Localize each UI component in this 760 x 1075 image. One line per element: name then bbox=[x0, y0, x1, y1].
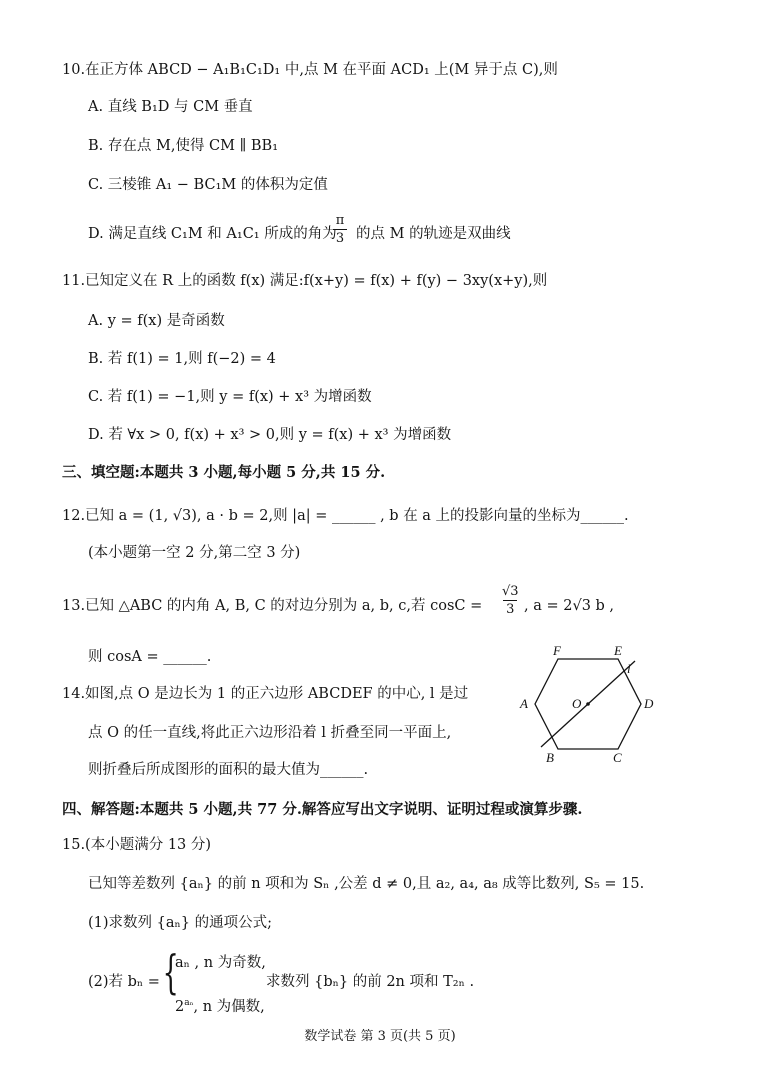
q11-option-b: B. 若 f(1) = 1,则 f(−2) = 4 bbox=[88, 351, 276, 367]
q15-part2-tail: 求数列 {bₙ} 的前 2n 项和 T₂ₙ . bbox=[266, 974, 475, 990]
vertex-label-c: C bbox=[613, 750, 622, 765]
q13-fraction bbox=[502, 584, 519, 617]
q12-note: (本小题第一空 2 分,第二空 3 分) bbox=[88, 545, 301, 561]
q13-fraction-denominator: 3 bbox=[506, 602, 515, 617]
q10-fraction-denominator: 3 bbox=[335, 231, 345, 246]
piecewise-brace: { bbox=[162, 945, 179, 999]
q10-option-d-suffix: 的点 M 的轨迹是双曲线 bbox=[356, 226, 511, 242]
q15-case-even-exponent: aₙ bbox=[184, 998, 194, 1008]
q15-case-even-text: , n 为偶数, bbox=[193, 998, 265, 1015]
q15-part1: (1)求数列 {aₙ} 的通项公式; bbox=[88, 915, 273, 931]
q13-prefix: 13.已知 △ABC 的内角 A, B, C 的对边分别为 a, b, c,若 cosC = bbox=[62, 598, 483, 614]
q13-suffix: , a = 2√3 b , bbox=[524, 598, 615, 614]
q10-stem: 10.在正方体 ABCD − A₁B₁C₁D₁ 中,点 M 在平面 ACD₁ 上(M 异于点 C),则 bbox=[62, 62, 558, 78]
q15-title: 15.(本小题满分 13 分) bbox=[62, 837, 212, 853]
q10-option-c: C. 三棱锥 A₁ − BC₁M 的体积为定值 bbox=[88, 177, 328, 193]
q15-case-even-base: 2 bbox=[175, 998, 185, 1015]
section-3-heading: 三、填空题:本题共 3 小题,每小题 5 分,共 15 分. bbox=[62, 464, 386, 481]
q10-fraction bbox=[333, 213, 347, 246]
q10-fraction-numerator: π bbox=[335, 213, 345, 228]
q14-line3: 则折叠后所成图形的面积的最大值为______. bbox=[88, 762, 369, 778]
q10-option-b: B. 存在点 M,使得 CM ∥ BB₁ bbox=[88, 138, 279, 154]
center-point bbox=[586, 702, 590, 706]
fraction-bar bbox=[503, 600, 517, 601]
q11-option-c: C. 若 f(1) = −1,则 y = f(x) + x³ 为增函数 bbox=[88, 389, 372, 405]
vertex-label-b: B bbox=[546, 750, 554, 765]
q15-case-even bbox=[175, 993, 265, 1017]
vertex-label-f: F bbox=[553, 643, 561, 658]
q10-option-a: A. 直线 B₁D 与 CM 垂直 bbox=[88, 99, 253, 115]
q11-option-d: D. 若 ∀x > 0, f(x) + x³ > 0,则 y = f(x) + x³ 为增函数 bbox=[88, 427, 452, 443]
q15-part2-lead: (2)若 bₙ = bbox=[88, 974, 160, 990]
q11-option-a: A. y = f(x) 是奇函数 bbox=[88, 313, 225, 329]
q15-case-odd: aₙ , n 为奇数, bbox=[175, 955, 266, 971]
center-label-o: O bbox=[572, 696, 582, 711]
q10-option-d-prefix: D. 满足直线 C₁M 和 A₁C₁ 所成的角为 bbox=[88, 226, 337, 242]
q14-line2: 点 O 的任一直线,将此正六边形沿着 l 折叠至同一平面上, bbox=[88, 725, 452, 741]
q11-stem: 11.已知定义在 R 上的函数 f(x) 满足:f(x+y) = f(x) + f(y) − 3xy(x+y),则 bbox=[62, 273, 548, 289]
q15-given: 已知等差数列 {aₙ} 的前 n 项和为 Sₙ ,公差 d ≠ 0,且 a₂, a₄, a₈ 成等比数列, S₅ = 15. bbox=[88, 876, 645, 892]
vertex-label-e: E bbox=[614, 643, 622, 658]
page-footer: 数学试卷 第 3 页(共 5 页) bbox=[304, 1029, 456, 1044]
q12-line1: 12.已知 a = (1, √3), a · b = 2,则 |a| = ______ , b 在 a 上的投影向量的坐标为______. bbox=[62, 508, 629, 524]
line-label-l: l bbox=[627, 661, 631, 676]
q14-line1: 14.如图,点 O 是边长为 1 的正六边形 ABCDEF 的中心, l 是过 bbox=[62, 686, 469, 702]
vertex-label-d: D bbox=[644, 696, 654, 711]
section-4-heading: 四、解答题:本题共 5 小题,共 77 分.解答应写出文字说明、证明过程或演算步骤. bbox=[62, 801, 583, 818]
q13-fraction-numerator: √3 bbox=[502, 584, 519, 599]
vertex-label-a: A bbox=[520, 696, 528, 711]
fraction-bar bbox=[333, 229, 347, 230]
hexagon-figure bbox=[510, 640, 670, 770]
q13-line2: 则 cosA = ______. bbox=[88, 649, 212, 665]
